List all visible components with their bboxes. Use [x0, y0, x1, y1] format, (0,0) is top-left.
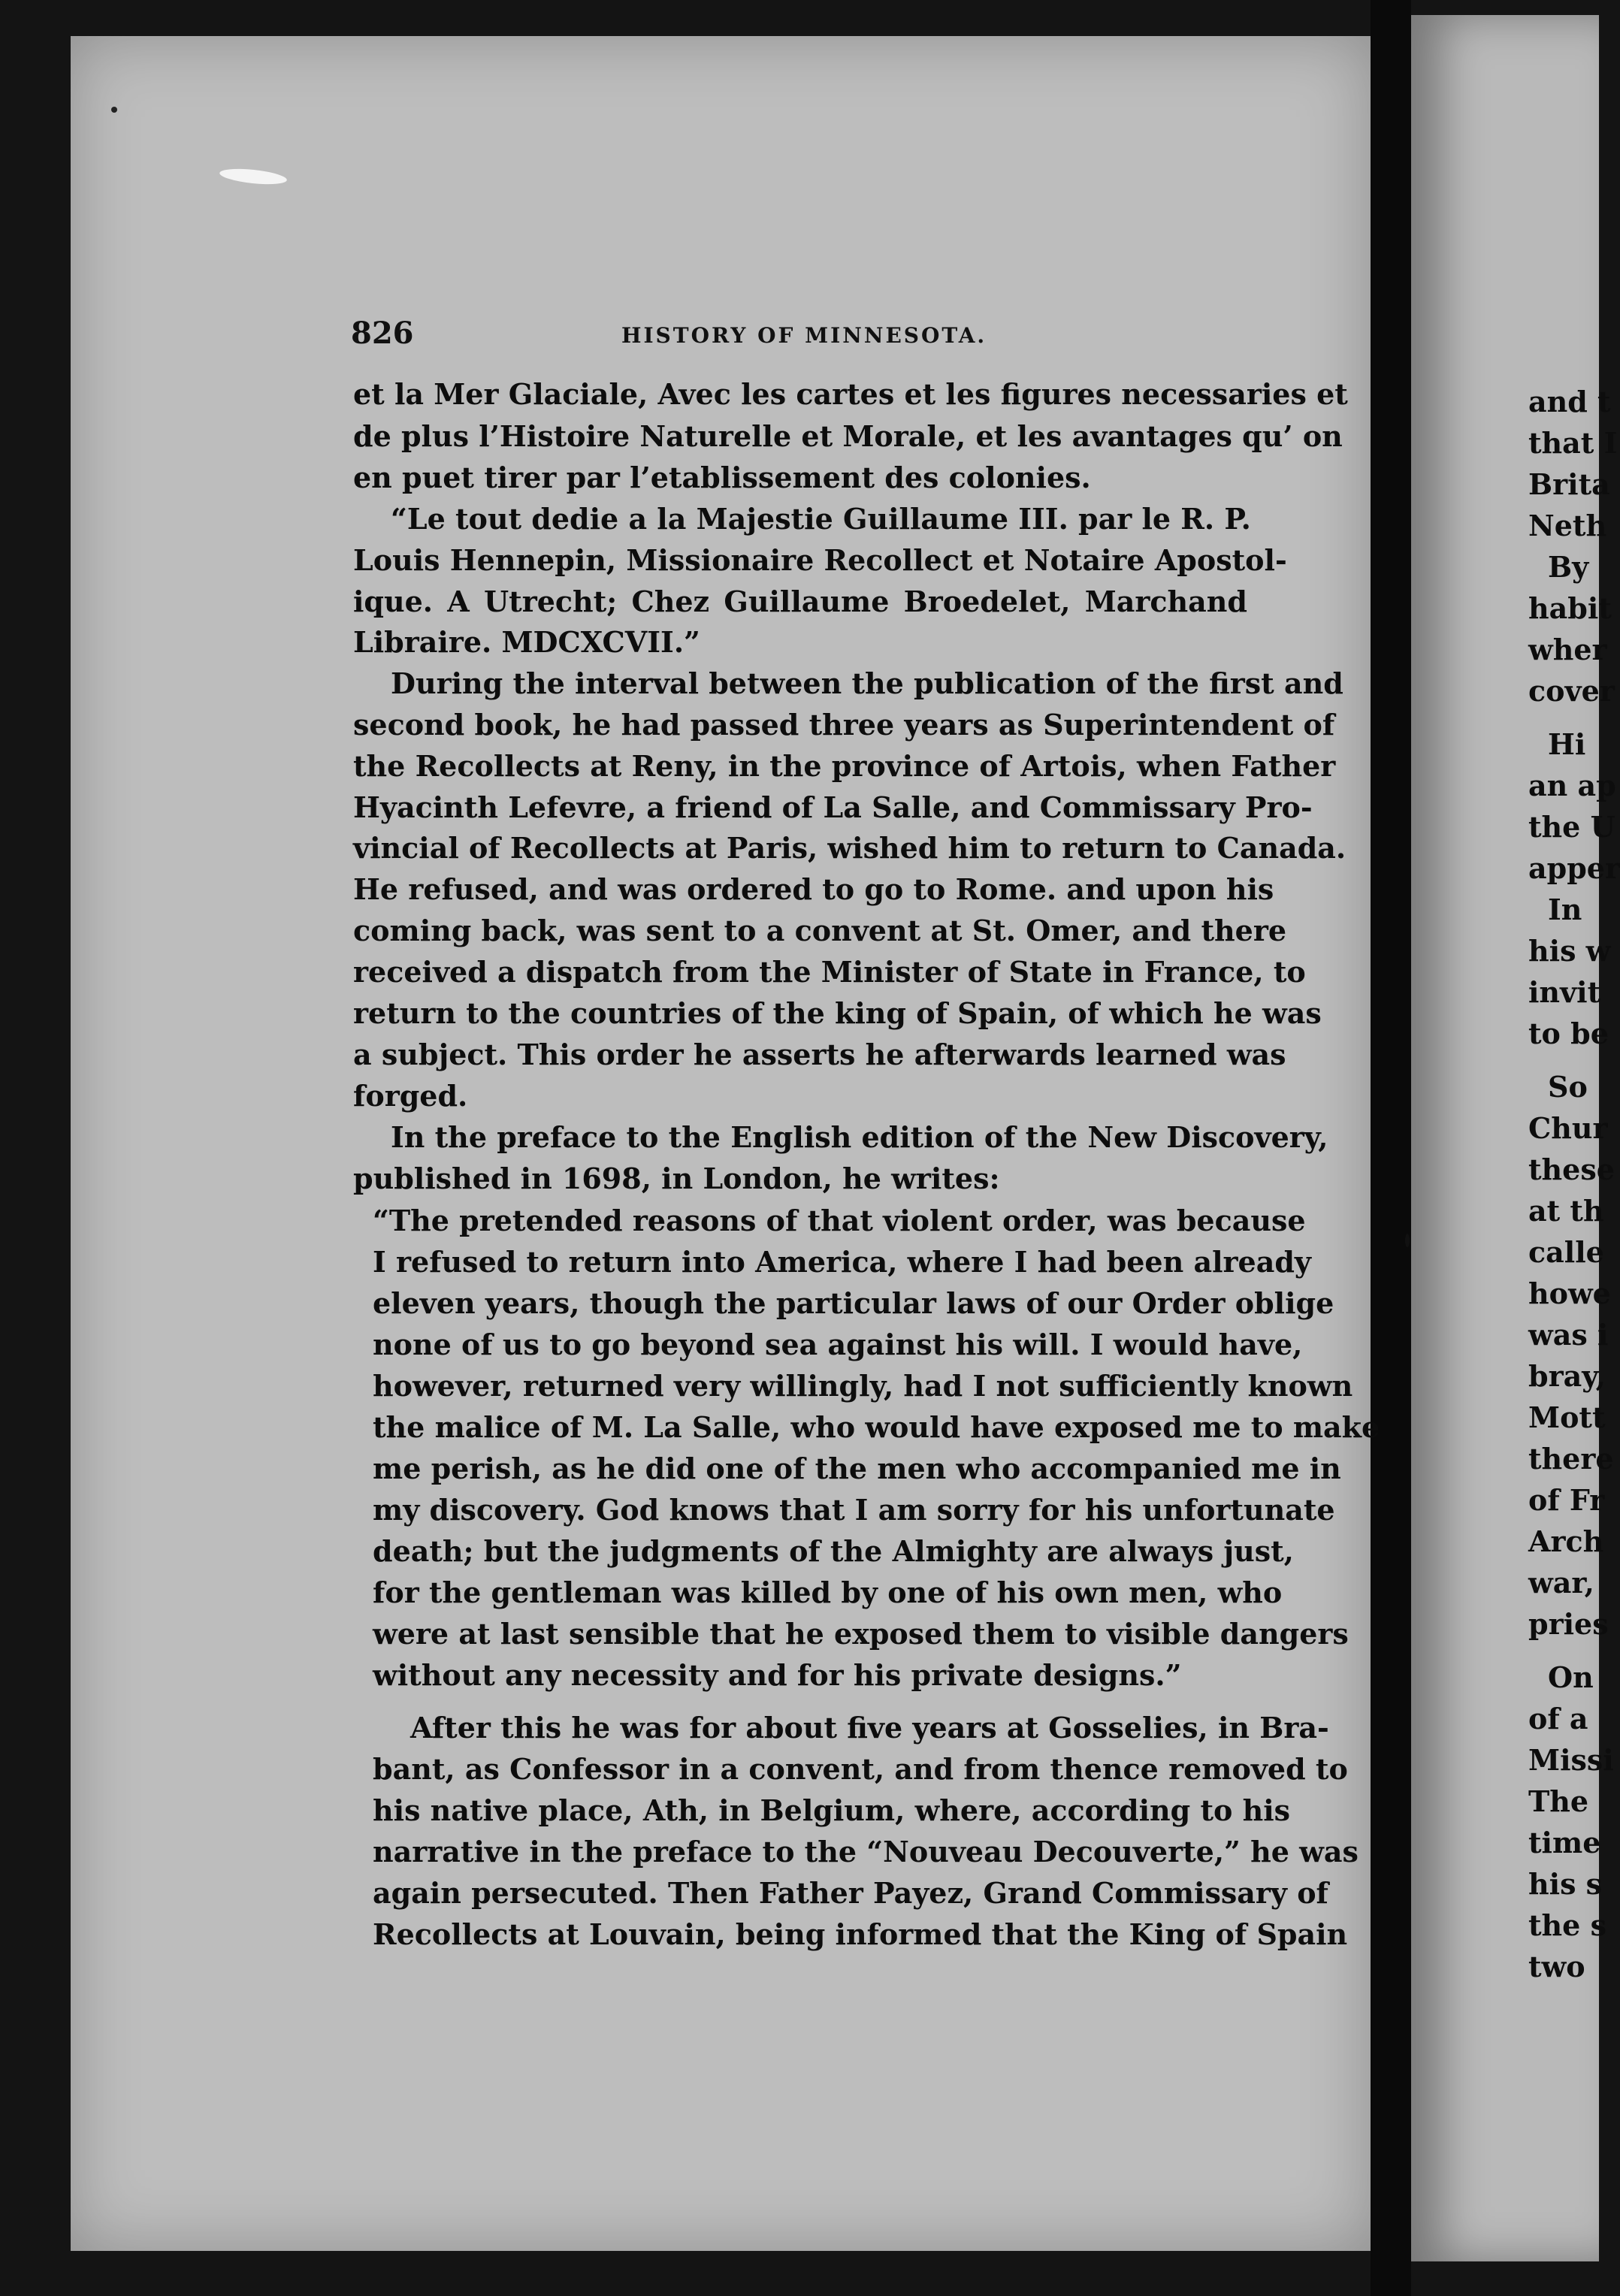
adjacent-fragment: Neth	[1528, 509, 1607, 542]
running-head: HISTORY OF MINNESOTA.	[621, 323, 987, 348]
text-line: et la Mer Glaciale, Avec les cartes et les figures necessaries et	[353, 377, 1348, 411]
text-line: coming back, was sent to a convent at St. Omer, and there	[353, 914, 1287, 947]
adjacent-fragment: Mott	[1528, 1400, 1606, 1434]
adjacent-fragment: invit	[1528, 975, 1601, 1009]
text-line: without any necessity and for his private designs.”	[373, 1658, 1182, 1692]
adjacent-fragment: was i	[1528, 1318, 1609, 1352]
adjacent-fragment: the s	[1528, 1908, 1606, 1942]
adjacent-fragment: wher	[1528, 633, 1607, 666]
adjacent-fragment: his w	[1528, 934, 1611, 968]
adjacent-fragment: of Fr	[1528, 1483, 1605, 1517]
text-line: “The pretended reasons of that violent order, was because	[373, 1204, 1306, 1237]
text-line: for the gentleman was killed by one of his own men, who	[373, 1575, 1283, 1609]
adjacent-fragment: the U	[1528, 810, 1615, 844]
text-line: He refused, and was ordered to go to Rome. and upon his	[353, 872, 1274, 906]
adjacent-fragment: two	[1528, 1950, 1585, 1983]
adjacent-fragment: that I	[1528, 426, 1618, 460]
adjacent-fragment: Arch	[1528, 1524, 1604, 1558]
text-line: narrative in the preface to the “Nouveau Decouverte,” he was	[373, 1835, 1359, 1869]
adjacent-fragment: So	[1548, 1070, 1588, 1104]
text-line: Libraire. MDCXCVII.”	[353, 625, 700, 659]
text-line: In the preface to the English edition of the New Discovery,	[391, 1120, 1328, 1154]
adjacent-fragment: Chur	[1528, 1111, 1608, 1145]
text-line: Louis Hennepin, Missionaire Recollect et Notaire Apostol-	[353, 543, 1287, 577]
adjacent-fragment: at th	[1528, 1194, 1604, 1228]
text-line: second book, he had passed three years as Superintendent of	[353, 708, 1335, 742]
text-line: eleven years, though the particular laws of our Order oblige	[373, 1286, 1334, 1320]
adjacent-fragment: and t	[1528, 385, 1611, 418]
text-line: were at last sensible that he exposed them to visible dangers	[373, 1617, 1349, 1651]
adjacent-fragment: howe	[1528, 1276, 1611, 1310]
text-line: received a dispatch from the Minister of State in France, to	[353, 955, 1306, 989]
adjacent-fragment: cover	[1528, 674, 1615, 708]
adjacent-fragment: to be	[1528, 1017, 1609, 1050]
text-line: published in 1698, in London, he writes:	[353, 1162, 1000, 1195]
adjacent-fragment: there	[1528, 1442, 1614, 1476]
adjacent-fragment: time	[1528, 1826, 1601, 1859]
adjacent-fragment: calle	[1528, 1235, 1604, 1269]
adjacent-fragment: The	[1528, 1784, 1589, 1818]
adjacent-fragment: apper	[1528, 851, 1620, 885]
text-line: again persecuted. Then Father Payez, Grand Commissary of	[373, 1876, 1328, 1910]
text-line: me perish, as he did one of the men who accompanied me in	[373, 1452, 1341, 1485]
text-line: vincial of Recollects at Paris, wished him to return to Canada.	[353, 831, 1346, 865]
adjacent-fragment: his s	[1528, 1867, 1603, 1901]
text-line: en puet tirer par l’etablissement des colonies.	[353, 461, 1091, 494]
adjacent-fragment: pries	[1528, 1607, 1609, 1641]
adjacent-fragment: war,	[1528, 1566, 1594, 1600]
adjacent-fragment: habit	[1528, 591, 1612, 625]
text-line: return to the countries of the king of Spain, of which he was	[353, 996, 1322, 1030]
text-line: however, returned very willingly, had I not sufficiently known	[373, 1369, 1353, 1403]
adjacent-fragment: bray,	[1528, 1359, 1606, 1393]
text-line: After this he was for about five years at Gosselies, in Bra-	[410, 1711, 1329, 1745]
text-line: his native place, Ath, in Belgium, where, according to his	[373, 1793, 1291, 1827]
text-line: “Le tout dedie a la Majestie Guillaume III. par le R. P.	[391, 502, 1251, 536]
adjacent-fragment: In	[1548, 893, 1582, 926]
adjacent-fragment: these	[1528, 1153, 1615, 1186]
text-line: During the interval between the publication of the first and	[391, 666, 1343, 700]
adjacent-fragment: Hi	[1548, 727, 1586, 761]
page-number: 826	[351, 316, 414, 351]
adjacent-fragment: Brita	[1528, 467, 1610, 501]
text-line: forged.	[353, 1079, 468, 1113]
text-line: death; but the judgments of the Almighty are always just,	[373, 1534, 1294, 1568]
text-line: ique. A Utrecht; Chez Guillaume Broedelet, Marchand	[353, 585, 1247, 618]
text-line: de plus l’Histoire Naturelle et Morale, et les avantages qu’ on	[353, 419, 1343, 453]
adjacent-fragment: Missi	[1528, 1743, 1614, 1777]
adjacent-fragment: On	[1548, 1660, 1594, 1694]
text-line: the Recollects at Reny, in the province of Artois, when Father	[353, 749, 1336, 783]
text-line: a subject. This order he asserts he afterwards learned was	[353, 1038, 1286, 1071]
text-line: my discovery. God knows that I am sorry for his unfortunate	[373, 1493, 1335, 1527]
text-line: the malice of M. La Salle, who would have exposed me to make	[373, 1410, 1380, 1444]
text-line: I refused to return into America, where I had been already	[373, 1245, 1311, 1279]
adjacent-fragment: By	[1548, 550, 1589, 584]
text-line: bant, as Confessor in a convent, and from thence removed to	[373, 1752, 1348, 1786]
adjacent-fragment: of a	[1528, 1702, 1588, 1736]
text-line: none of us to go beyond sea against his will. I would have,	[373, 1328, 1303, 1361]
text-line: Recollects at Louvain, being informed that the King of Spain	[373, 1917, 1348, 1951]
text-line: Hyacinth Lefevre, a friend of La Salle, and Commissary Pro-	[353, 790, 1313, 824]
adjacent-fragment: an ap	[1528, 769, 1616, 802]
